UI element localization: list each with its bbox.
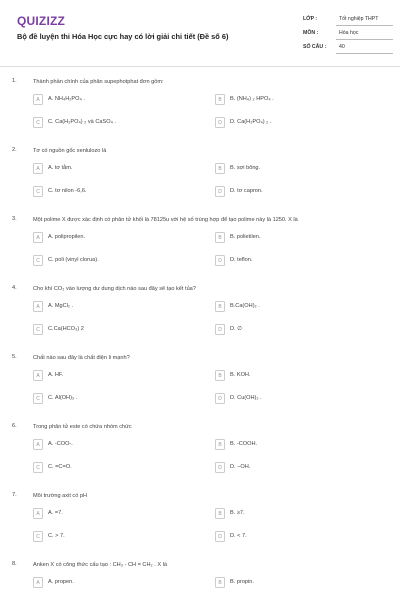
option-text: A. NH₄H₂PO₄ . bbox=[48, 96, 85, 102]
question-number: 8. bbox=[12, 561, 17, 567]
option-letter-box: A bbox=[33, 508, 43, 519]
option-text: A. =7. bbox=[48, 510, 63, 516]
option-text: B. propin. bbox=[230, 579, 254, 585]
option-text: C. poli (vinyl clorua). bbox=[48, 257, 99, 263]
option-letter-box: D bbox=[215, 531, 225, 542]
option-d[interactable] bbox=[215, 186, 380, 198]
option-text: C. =C=O. bbox=[48, 464, 72, 470]
question-text: Trong phân tử este có chứa nhóm chức bbox=[33, 424, 132, 430]
option-b[interactable] bbox=[215, 577, 380, 589]
question-text: Môi trường axit có pH bbox=[33, 493, 88, 499]
option-a[interactable] bbox=[33, 439, 198, 451]
meta-value: Hóa học bbox=[339, 30, 359, 36]
option-letter-box: C bbox=[33, 255, 43, 266]
option-letter-box: B bbox=[215, 94, 225, 105]
option-letter-box: D bbox=[215, 393, 225, 404]
question-number: 1. bbox=[12, 78, 17, 84]
option-c[interactable] bbox=[33, 324, 198, 336]
option-letter-box: C bbox=[33, 462, 43, 473]
option-text: B.Ca(OH)₂ . bbox=[230, 303, 260, 309]
option-letter-box: C bbox=[33, 186, 43, 197]
meta-underline bbox=[336, 25, 393, 26]
option-text: A. propen. bbox=[48, 579, 74, 585]
option-text: D. teflon. bbox=[230, 257, 253, 263]
option-letter-box: B bbox=[215, 439, 225, 450]
option-c[interactable] bbox=[33, 462, 198, 474]
option-text: B. KOH. bbox=[230, 372, 251, 378]
option-letter-box: A bbox=[33, 439, 43, 450]
option-b[interactable] bbox=[215, 370, 380, 382]
meta-value: 40 bbox=[339, 44, 345, 50]
question-list bbox=[0, 74, 400, 600]
meta-row-subject bbox=[303, 28, 393, 42]
option-a[interactable] bbox=[33, 301, 198, 313]
option-text: B. sợi bông. bbox=[230, 165, 261, 171]
option-text: B. ≥7. bbox=[230, 510, 245, 516]
option-text: D. tơ capron. bbox=[230, 188, 263, 194]
question-item bbox=[0, 143, 400, 212]
option-text: B. (NH₄) ₂ HPO₄ . bbox=[230, 96, 274, 102]
option-letter-box: C bbox=[33, 531, 43, 542]
question-text: Thành phần chính của phân supephotphat đơn gồm: bbox=[33, 79, 164, 85]
question-number: 3. bbox=[12, 216, 17, 222]
option-text: C. Al(OH)₃ . bbox=[48, 395, 78, 401]
question-text: Cho khí CO₂ vào lượng dư dung dịch nào sau đây sẽ tạo kết tủa? bbox=[33, 286, 196, 292]
option-letter-box: D bbox=[215, 462, 225, 473]
question-item bbox=[0, 488, 400, 557]
option-letter-box: A bbox=[33, 94, 43, 105]
option-a[interactable] bbox=[33, 508, 198, 520]
option-b[interactable] bbox=[215, 232, 380, 244]
meta-value: Tốt nghiệp THPT bbox=[339, 16, 379, 22]
option-letter-box: B bbox=[215, 301, 225, 312]
option-c[interactable] bbox=[33, 393, 198, 405]
meta-row-class bbox=[303, 14, 393, 28]
option-letter-box: B bbox=[215, 508, 225, 519]
option-letter-box: D bbox=[215, 117, 225, 128]
question-item bbox=[0, 557, 400, 600]
option-text: A. -COO-. bbox=[48, 441, 73, 447]
question-item bbox=[0, 419, 400, 488]
option-letter-box: D bbox=[215, 324, 225, 335]
header-divider bbox=[0, 66, 400, 67]
option-letter-box: D bbox=[215, 186, 225, 197]
worksheet-title: Bộ đề luyện thi Hóa Học cực hay có lời giải chi tiết (Đề số 6) bbox=[17, 32, 229, 41]
option-letter-box: D bbox=[215, 255, 225, 266]
meta-row-count bbox=[303, 42, 393, 56]
option-c[interactable] bbox=[33, 255, 198, 267]
option-text: D. Ca(H₂PO₄) ₂ . bbox=[230, 119, 272, 125]
option-d[interactable] bbox=[215, 393, 380, 405]
option-letter-box: C bbox=[33, 324, 43, 335]
option-text: C. Ca(H₂PO₄) ₂ và CaSO₄ . bbox=[48, 119, 116, 125]
option-text: D. ∅ bbox=[230, 326, 243, 332]
option-text: C. > 7. bbox=[48, 533, 65, 539]
meta-key: LỚP : bbox=[303, 16, 318, 22]
option-a[interactable] bbox=[33, 94, 198, 106]
option-a[interactable] bbox=[33, 577, 198, 589]
option-letter-box: B bbox=[215, 163, 225, 174]
option-a[interactable] bbox=[33, 232, 198, 244]
meta-key: MÔN : bbox=[303, 30, 319, 36]
option-text: B. polietilen. bbox=[230, 234, 261, 240]
option-d[interactable] bbox=[215, 117, 380, 129]
option-text: D. −OH. bbox=[230, 464, 251, 470]
quizizz-logo: QUIZIZZ bbox=[17, 14, 66, 28]
option-letter-box: B bbox=[215, 577, 225, 588]
option-letter-box: B bbox=[215, 370, 225, 381]
option-text: B. -COOH. bbox=[230, 441, 258, 447]
option-d[interactable] bbox=[215, 255, 380, 267]
option-a[interactable] bbox=[33, 370, 198, 382]
question-item bbox=[0, 350, 400, 419]
option-letter-box: A bbox=[33, 577, 43, 588]
option-b[interactable] bbox=[215, 94, 380, 106]
option-b[interactable] bbox=[215, 301, 380, 313]
option-text: A. polipropilen. bbox=[48, 234, 86, 240]
question-text: Chất nào sau đây là chất điện li mạnh? bbox=[33, 355, 130, 361]
option-text: C. tơ nilon -6,6. bbox=[48, 188, 87, 194]
option-text: C.Ca(HCO₃) 2 bbox=[48, 326, 84, 332]
option-letter-box: A bbox=[33, 163, 43, 174]
option-b[interactable] bbox=[215, 163, 380, 175]
question-text: Tơ có nguồn gốc xenlulozo là bbox=[33, 148, 107, 154]
question-item bbox=[0, 212, 400, 281]
option-letter-box: C bbox=[33, 117, 43, 128]
question-item bbox=[0, 74, 400, 143]
question-number: 6. bbox=[12, 423, 17, 429]
worksheet-meta bbox=[303, 14, 393, 56]
question-text: Anken X có công thức cấu tạo : CH₃ - CH = CH₂ . X là bbox=[33, 562, 167, 568]
option-b[interactable] bbox=[215, 439, 380, 451]
meta-underline bbox=[336, 53, 393, 54]
option-d[interactable] bbox=[215, 324, 380, 336]
option-a[interactable] bbox=[33, 163, 198, 175]
option-d[interactable] bbox=[215, 462, 380, 474]
meta-underline bbox=[336, 39, 393, 40]
meta-key: SỐ CÂU : bbox=[303, 44, 327, 50]
option-text: A. HF. bbox=[48, 372, 64, 378]
option-text: A. tơ tằm. bbox=[48, 165, 73, 171]
question-number: 2. bbox=[12, 147, 17, 153]
option-letter-box: A bbox=[33, 232, 43, 243]
question-item bbox=[0, 281, 400, 350]
option-c[interactable] bbox=[33, 186, 198, 198]
question-number: 4. bbox=[12, 285, 17, 291]
option-d[interactable] bbox=[215, 531, 380, 543]
option-letter-box: C bbox=[33, 393, 43, 404]
option-letter-box: A bbox=[33, 301, 43, 312]
option-c[interactable] bbox=[33, 117, 198, 129]
question-number: 5. bbox=[12, 354, 17, 360]
option-letter-box: A bbox=[33, 370, 43, 381]
option-letter-box: B bbox=[215, 232, 225, 243]
question-text: Một polime X được xác định có phân tử khối là 78125u với hệ số trùng hợp để tạo polime này là 1250. X là bbox=[33, 217, 298, 223]
option-text: D. < 7. bbox=[230, 533, 247, 539]
question-number: 7. bbox=[12, 492, 17, 498]
option-c[interactable] bbox=[33, 531, 198, 543]
option-text: D. Cu(OH)₂ . bbox=[230, 395, 262, 401]
option-b[interactable] bbox=[215, 508, 380, 520]
worksheet-header bbox=[0, 0, 400, 66]
option-text: A. MgCl₂ . bbox=[48, 303, 74, 309]
